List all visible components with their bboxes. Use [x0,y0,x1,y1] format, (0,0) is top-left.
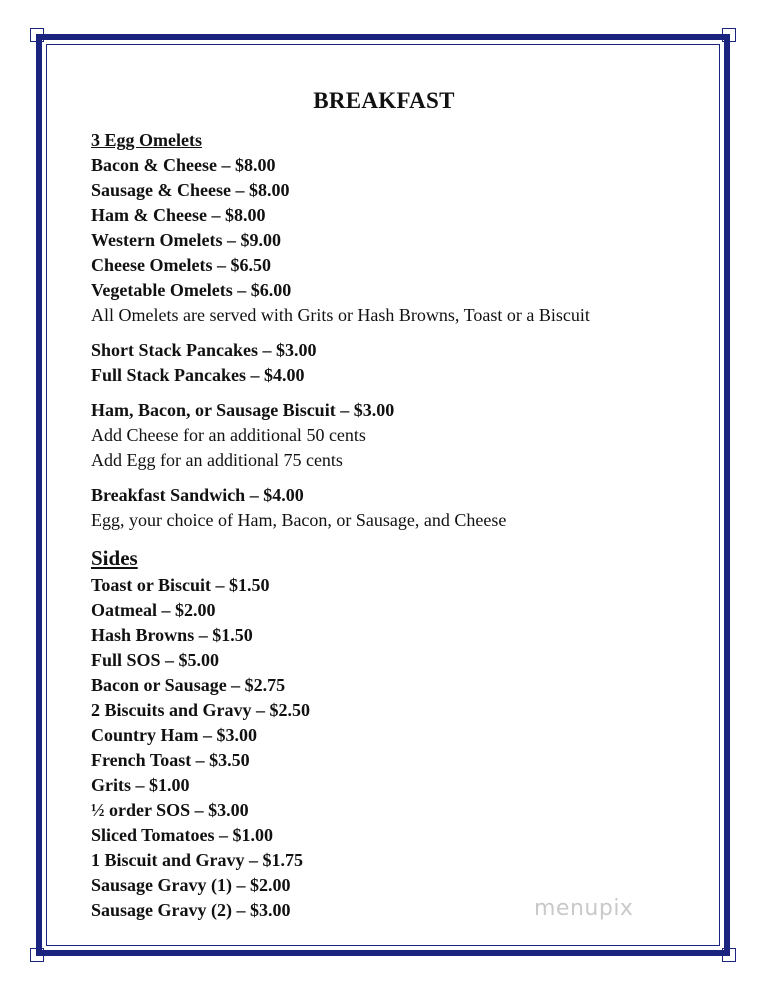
menu-item: Full SOS – $5.00 [91,650,220,670]
menu-content [91,128,691,923]
menu-item: Hash Browns – $1.50 [91,625,253,645]
menu-item: Oatmeal – $2.00 [91,600,216,620]
menu-item: Full Stack Pancakes – $4.00 [91,365,305,385]
menu-item: Cheese Omelets – $6.50 [91,255,271,275]
menu-item: Western Omelets – $9.00 [91,230,281,250]
menu-item: Sausage Gravy (1) – $2.00 [91,875,291,895]
menu-title: BREAKFAST [313,88,455,113]
menu-item: French Toast – $3.50 [91,750,250,770]
border-corner-ornament [722,28,736,42]
section-heading-sides: Sides [91,546,138,570]
item-note: Add Cheese for an additional 50 cents [91,425,366,445]
section-heading-omelets: 3 Egg Omelets [91,130,202,150]
omelet-note: All Omelets are served with Grits or Hash Browns, Toast or a Biscuit [91,305,590,325]
menu-item: Bacon or Sausage – $2.75 [91,675,286,695]
menu-item: 2 Biscuits and Gravy – $2.50 [91,700,311,720]
menu-item: Ham, Bacon, or Sausage Biscuit – $3.00 [91,400,395,420]
item-note: Add Egg for an additional 75 cents [91,450,343,470]
border-corner-ornament [30,28,44,42]
menu-item: Sausage Gravy (2) – $3.00 [91,900,291,920]
menu-item: 1 Biscuit and Gravy – $1.75 [91,850,304,870]
menu-item: Ham & Cheese – $8.00 [91,205,266,225]
menu-item: Grits – $1.00 [91,775,190,795]
menu-item: Sausage & Cheese – $8.00 [91,180,290,200]
border-corner-ornament [722,948,736,962]
watermark-logo: menupix [534,896,634,921]
menu-item: Short Stack Pancakes – $3.00 [91,340,317,360]
border-corner-ornament [30,948,44,962]
menu-item: Bacon & Cheese – $8.00 [91,155,276,175]
menu-item: Toast or Biscuit – $1.50 [91,575,270,595]
menu-item: Sliced Tomatoes – $1.00 [91,825,274,845]
item-note: Egg, your choice of Ham, Bacon, or Sausage, and Cheese [91,510,507,530]
menu-item: Country Ham – $3.00 [91,725,257,745]
menu-item: ½ order SOS – $3.00 [91,800,249,820]
menu-item: Breakfast Sandwich – $4.00 [91,485,304,505]
menu-item: Vegetable Omelets – $6.00 [91,280,292,300]
